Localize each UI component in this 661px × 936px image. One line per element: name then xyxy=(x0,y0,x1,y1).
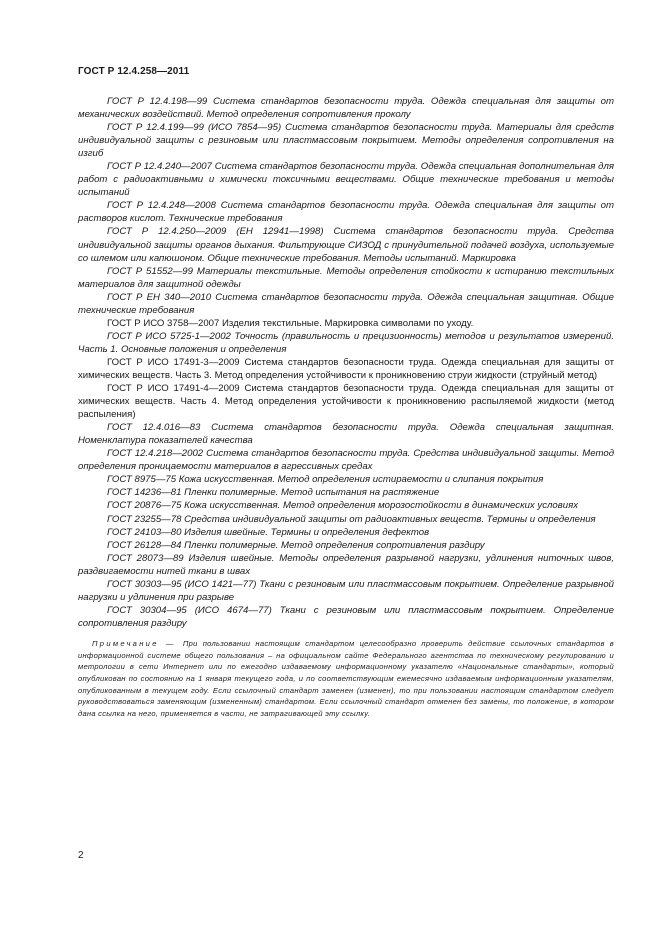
note-text: При пользовании настоящим стандартом целесообразно проверить действие ссылочных стандартов в информационной системе общего пользования – на официальном сайте Федерального агентства по техническому регулированию и метрологии в сети Интернет или по ежегодно издаваемому информационному указателю «Национальные стандарты», который опубликован по состоянию на 1 января текущего года, и по соответствующим ежемесячно издаваемым информационным указателям, опубликованным в текущем году. Если ссылочный стандарт заменен (изменен), то при пользовании настоящим стандартом следует руководствоваться заменяющим (измененным) стандартом. Если ссылочный стандарт отменен без замены, то положение, в котором дана ссылка на него, применяется в части, не затрагивающей эту ссылку. xyxy=(78,638,614,719)
reference-item: ГОСТ Р 12.4.240—2007 Система стандартов безопасности труда. Одежда специальная дополнительная для работ с радиоактивными и химически токсичными веществами. Общие технические требования и методы испытаний xyxy=(78,161,614,199)
reference-item: ГОСТ 24103—80 Изделия швейные. Термины и определения дефектов xyxy=(107,526,430,538)
reference-item: ГОСТ Р 12.4.248—2008 Система стандартов безопасности труда. Одежда специальная для защиты от растворов кислот. Технические требования xyxy=(78,200,614,225)
reference-item: ГОСТ 8975—75 Кожа искусственная. Метод определения истираемости и слипания покрытия xyxy=(107,474,544,486)
reference-item: ГОСТ Р 12.4.199—99 (ИСО 7854—95) Система стандартов безопасности труда. Материалы для средств индивидуальной защиты с резиновым или пластмассовым покрытием. Методы определения сопротивления на изгиб xyxy=(78,122,614,160)
references-list xyxy=(78,95,614,630)
reference-item: ГОСТ 30303—95 (ИСО 1421—77) Ткани с резиновым или пластмассовым покрытием. Определение разрывной нагрузки и удлинения при разрыве xyxy=(78,578,614,603)
reference-item: ГОСТ 20876—75 Кожа искусственная. Метод определения морозостойкости в динамических условиях xyxy=(107,500,579,512)
page-number: 2 xyxy=(78,850,84,861)
reference-item: ГОСТ 30304—95 (ИСО 4674—77) Ткани с резиновым или пластмассовым покрытием. Определение сопротивления раздиру xyxy=(78,604,614,629)
note-paragraph xyxy=(78,638,614,720)
reference-item: ГОСТ Р ИСО 17491-4—2009 Система стандартов безопасности труда. Одежда специальная для защиты от химических веществ. Часть 4. Метод определения устойчивости к проникновению распыляемой жидкости (метод распыления) xyxy=(78,383,614,421)
reference-item: ГОСТ 12.4.016—83 Система стандартов безопасности труда. Одежда специальная защитная. Номенклатура показателей качества xyxy=(78,422,614,447)
references-body xyxy=(78,95,614,727)
reference-item: ГОСТ Р 12.4.250—2009 (ЕН 12941—1998) Система стандартов безопасности труда. Средства индивидуальной защиты органов дыхания. Фильтрующие СИЗОД с принудительной подачей воздуха, используемые со шлемом или капюшоном. Общие технические требования. Методы испытаний. Маркировка xyxy=(78,226,614,264)
reference-item: ГОСТ Р ИСО 3758—2007 Изделия текстильные. Маркировка символами по уходу. xyxy=(107,317,474,329)
reference-item: ГОСТ 23255—78 Средства индивидуальной защиты от радиоактивных веществ. Термины и определения xyxy=(107,513,596,525)
reference-item: ГОСТ Р ЕН 340—2010 Система стандартов безопасности труда. Одежда специальная защитная. Общие технические требования xyxy=(78,291,614,316)
reference-item: ГОСТ Р 51552—99 Материалы текстильные. Методы определения стойкости к истиранию текстильных материалов для защитной одежды xyxy=(78,265,614,290)
reference-item: ГОСТ 12.4.218—2002 Система стандартов безопасности труда. Средства индивидуальной защиты. Метод определения проницаемости материалов в агрессивных средах xyxy=(78,448,614,473)
note-label: Примечание — xyxy=(92,638,176,648)
reference-item: ГОСТ Р 12.4.198—99 Система стандартов безопасности труда. Одежда специальная для защиты от механических воздействий. Метод определения сопротивления проколу xyxy=(78,96,614,121)
reference-item: ГОСТ 26128—84 Пленки полимерные. Метод определения сопротивления раздиру xyxy=(107,539,485,551)
reference-item: ГОСТ 28073—89 Изделия швейные. Методы определения разрывной нагрузки, удлинения ниточных швов, раздвигаемости нитей ткани в швах xyxy=(78,552,614,577)
reference-item: ГОСТ 14236—81 Пленки полимерные. Метод испытания на растяжение xyxy=(107,487,440,499)
reference-item: ГОСТ Р ИСО 17491-3—2009 Система стандартов безопасности труда. Одежда специальная для защиты от химических веществ. Часть 3. Метод определения устойчивости к проникновению струи жидкости (струйный метод) xyxy=(78,356,614,381)
reference-item: ГОСТ Р ИСО 5725-1—2002 Точность (правильность и прецизионность) методов и результатов измерений. Часть 1. Основные положения и определения xyxy=(78,330,614,355)
page-header-title: ГОСТ Р 12.4.258—2011 xyxy=(78,66,190,77)
